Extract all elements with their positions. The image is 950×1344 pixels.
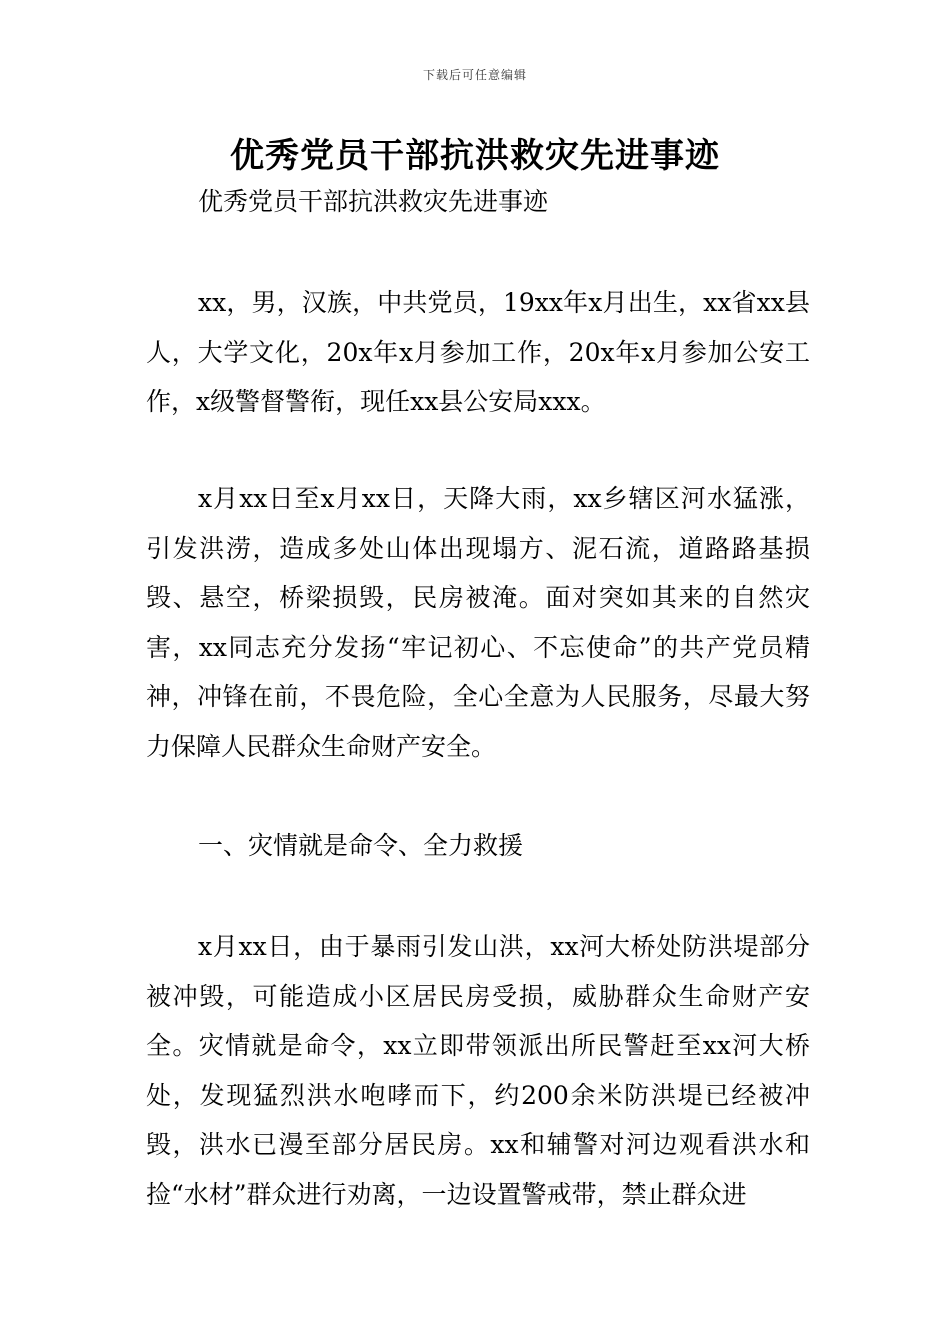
section-heading: 一、灾情就是命令、全力救援: [198, 831, 524, 860]
header-note: 下载后可任意编辑: [422, 68, 527, 82]
document-subtitle: 优秀党员干部抗洪救灾先进事迹: [198, 187, 549, 216]
paragraph-profile: xx，男，汉族，中共党员，19xx年x月出生，xx省xx县人，大学文化，20x年x月参加工作，20x年x月参加公安工作，x级警督警衔，现任xx县公安局xxx。: [146, 288, 810, 416]
paragraph-rescue: x月xx日，由于暴雨引发山洪，xx河大桥处防洪堤部分被冲毁，可能造成小区居民房受损，威胁群众生命财产安全。灾情就是命令，xx立即带领派出所民警赶至xx河大桥处，发现猛烈洪水咆哮而下，约200余米防洪堤已经被冲毁，洪水已漫至部分居民房。xx和辅警对河边观看洪水和捡“水材”群众进行劝离，一边设置警戒带，禁止群众进: [146, 932, 810, 1209]
paragraph-background: x月xx日至x月xx日，天降大雨，xx乡辖区河水猛涨，引发洪涝，造成多处山体出现塌方、泥石流，道路路基损毁、悬空，桥梁损毁，民房被淹。面对突如其来的自然灾害，xx同志充分发扬“牢记初心、不忘使命”的共产党员精神，冲锋在前，不畏危险，全心全意为人民服务，尽最大努力保障人民群众生命财产安全。: [146, 484, 810, 761]
document-title: 优秀党员干部抗洪救灾先进事迹: [230, 136, 720, 176]
